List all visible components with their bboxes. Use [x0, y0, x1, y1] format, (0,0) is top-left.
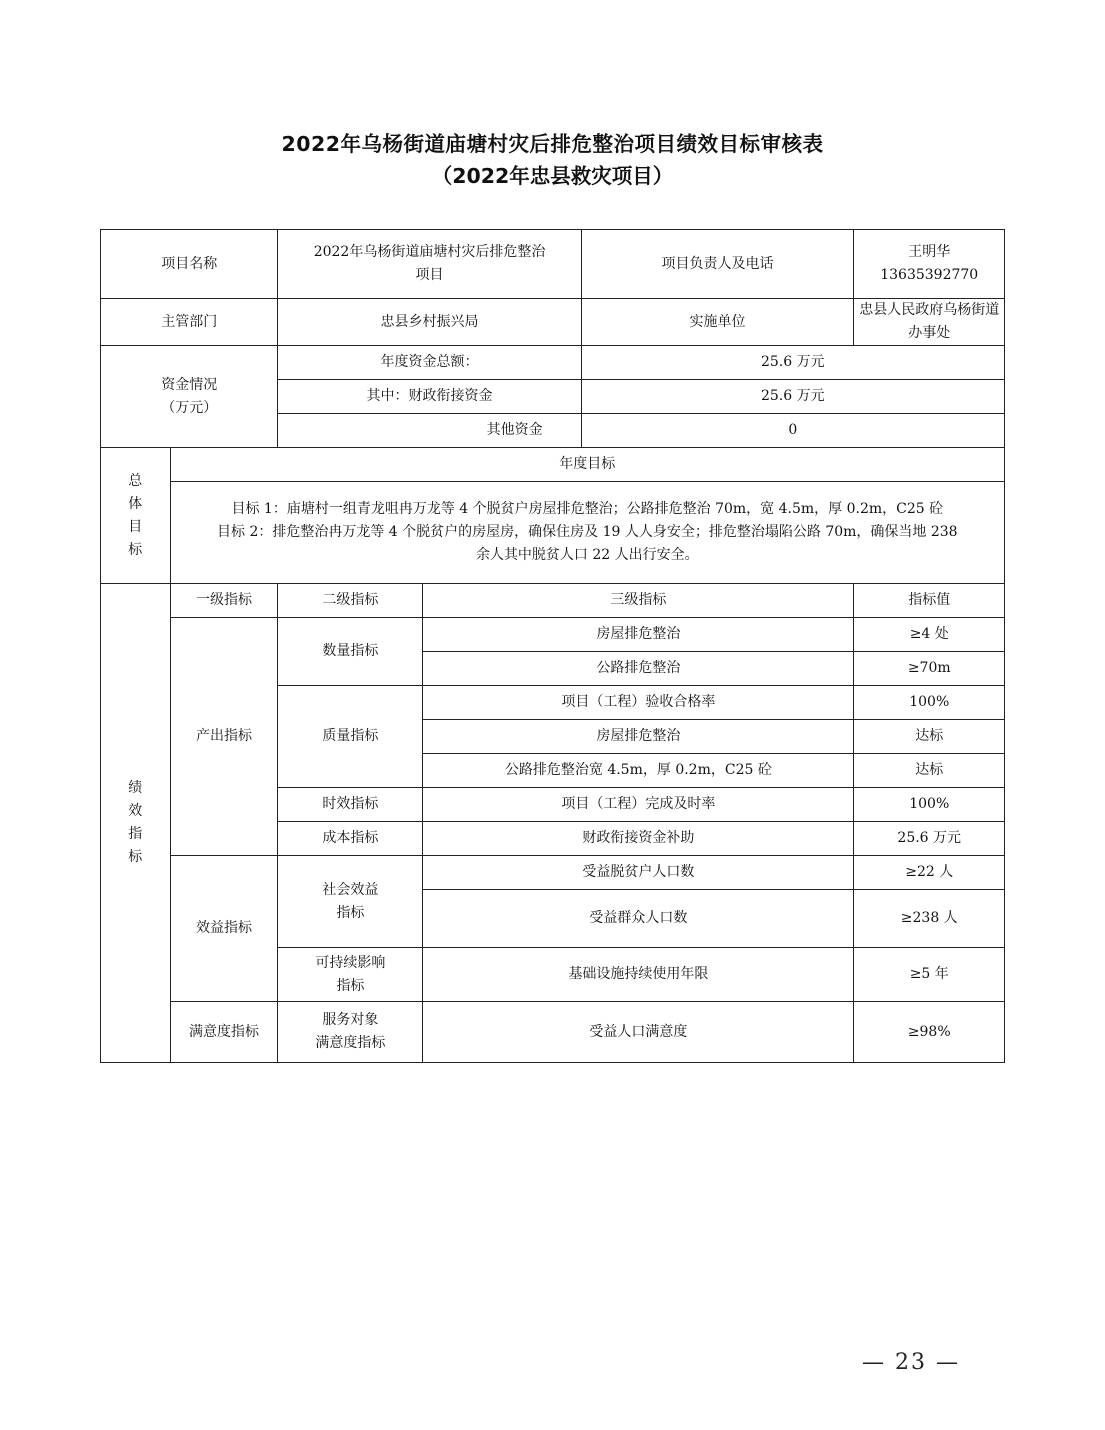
indicator-value: 100% [854, 686, 1005, 720]
page-number: — 23 — [862, 1350, 960, 1375]
indicator-value: ≥5 年 [854, 948, 1005, 1002]
social-label-line2: 指标 [336, 904, 365, 921]
funds-label [101, 346, 278, 448]
department-row [101, 299, 1005, 346]
funds-label-line2: （万元） [161, 399, 218, 416]
manager-label: 项目负责人及电话 [581, 230, 854, 299]
funds-label-line1: 资金情况 [161, 376, 218, 393]
indicator-name: 基础设施持续使用年限 [423, 948, 854, 1002]
document-subtitle: （2022年忠县救灾项目） [431, 164, 674, 188]
indicator-name: 财政衔接资金补助 [423, 822, 854, 856]
indicators-label-char: 标 [128, 849, 143, 865]
project-name-line1: 2022年乌杨街道庙塘村灾后排危整治 [313, 244, 546, 260]
social-label [278, 856, 423, 948]
satisfaction-label: 满意度指标 [170, 1002, 278, 1063]
unit-label: 实施单位 [581, 299, 854, 346]
indicator-name: 受益人口满意度 [423, 1002, 854, 1063]
indicator-name: 项目（工程）完成及时率 [423, 788, 854, 822]
indicator-row [101, 618, 1005, 652]
goals-label-char: 目 [128, 518, 143, 535]
indicators-label-char: 指 [128, 826, 143, 842]
timeliness-label: 时效指标 [278, 788, 423, 822]
goals-content-row [101, 482, 1005, 584]
service-label-line1: 服务对象 [322, 1012, 379, 1028]
sustain-label-line2: 指标 [336, 977, 365, 994]
goal-line-2: 目标 2：排危整治冉万龙等 4 个脱贫户的房屋房，确保住房及 19 人人身安全；排危整治塌陷公路 70m，确保当地 238 [217, 524, 958, 540]
indicators-label-char: 绩 [128, 780, 143, 796]
indicators-header-row [101, 584, 1005, 618]
sustain-label [278, 948, 423, 1002]
goal-line-1: 目标 1：庙塘村一组青龙咀冉万龙等 4 个脱贫户房屋排危整治；公路排危整治 70m，宽 4.5m，厚 0.2m，C25 砼 [231, 501, 944, 517]
indicator-value: 25.6 万元 [854, 822, 1005, 856]
funds-fiscal-label: 其中：财政衔接资金 [278, 380, 581, 414]
indicator-value: ≥4 处 [854, 618, 1005, 652]
goals-content [170, 482, 1004, 584]
header-level3: 三级指标 [423, 584, 854, 618]
indicator-name: 房屋排危整治 [423, 720, 854, 754]
indicator-name: 房屋排危整治 [423, 618, 854, 652]
goal-line-3: 余人其中脱贫人口 22 人出行安全。 [475, 547, 699, 563]
indicator-value: 达标 [854, 754, 1005, 788]
project-name-line2: 项目 [415, 267, 444, 283]
goals-header-row [101, 448, 1005, 482]
indicator-value: ≥70m [854, 652, 1005, 686]
funds-fiscal-value: 25.6 万元 [581, 380, 1004, 414]
header-level1: 一级指标 [170, 584, 278, 618]
unit-value: 忠县人民政府乌杨街道办事处 [854, 299, 1005, 346]
service-label-line2: 满意度指标 [315, 1035, 386, 1051]
social-label-line1: 社会效益 [322, 881, 379, 898]
indicator-row [101, 856, 1005, 890]
indicator-name: 受益脱贫户人口数 [423, 856, 854, 890]
indicator-name: 公路排危整治宽 4.5m，厚 0.2m，C25 砼 [423, 754, 854, 788]
title-block [0, 128, 1105, 192]
indicators-label-char: 效 [128, 803, 143, 819]
indicator-value: 100% [854, 788, 1005, 822]
manager-value: 王明华 13635392770 [854, 230, 1005, 299]
header-level2: 二级指标 [278, 584, 423, 618]
goals-header: 年度目标 [170, 448, 1004, 482]
indicator-value: ≥98% [854, 1002, 1005, 1063]
project-name-label: 项目名称 [101, 230, 278, 299]
indicator-value: ≥22 人 [854, 856, 1005, 890]
indicator-name: 受益群众人口数 [423, 890, 854, 948]
funds-total-label: 年度资金总额： [278, 346, 581, 380]
cost-label: 成本指标 [278, 822, 423, 856]
sustain-label-line1: 可持续影响 [315, 954, 386, 971]
goals-label-char: 体 [128, 495, 143, 512]
funds-other-value: 0 [581, 414, 1004, 448]
goals-label [101, 448, 171, 584]
document-title: 2022年乌杨街道庙塘村灾后排危整治项目绩效目标审核表 [281, 132, 824, 156]
project-name-value [278, 230, 581, 299]
indicator-value: 达标 [854, 720, 1005, 754]
indicator-name: 公路排危整治 [423, 652, 854, 686]
funds-total-row [101, 346, 1005, 380]
quality-label: 质量指标 [278, 686, 423, 788]
output-label: 产出指标 [170, 618, 278, 856]
indicator-name: 项目（工程）验收合格率 [423, 686, 854, 720]
indicator-row [101, 1002, 1005, 1063]
department-value: 忠县乡村振兴局 [278, 299, 581, 346]
funds-other-label: 其他资金 [278, 414, 581, 448]
project-name-row [101, 230, 1005, 299]
benefit-label: 效益指标 [170, 856, 278, 1002]
goals-label-char: 总 [128, 472, 143, 489]
quantity-label: 数量指标 [278, 618, 423, 686]
indicators-label [101, 584, 171, 1063]
funds-total-value: 25.6 万元 [581, 346, 1004, 380]
header-value: 指标值 [854, 584, 1005, 618]
goals-label-char: 标 [128, 541, 143, 558]
service-label [278, 1002, 423, 1063]
department-label: 主管部门 [101, 299, 278, 346]
audit-table [100, 229, 1005, 1063]
indicator-value: ≥238 人 [854, 890, 1005, 948]
